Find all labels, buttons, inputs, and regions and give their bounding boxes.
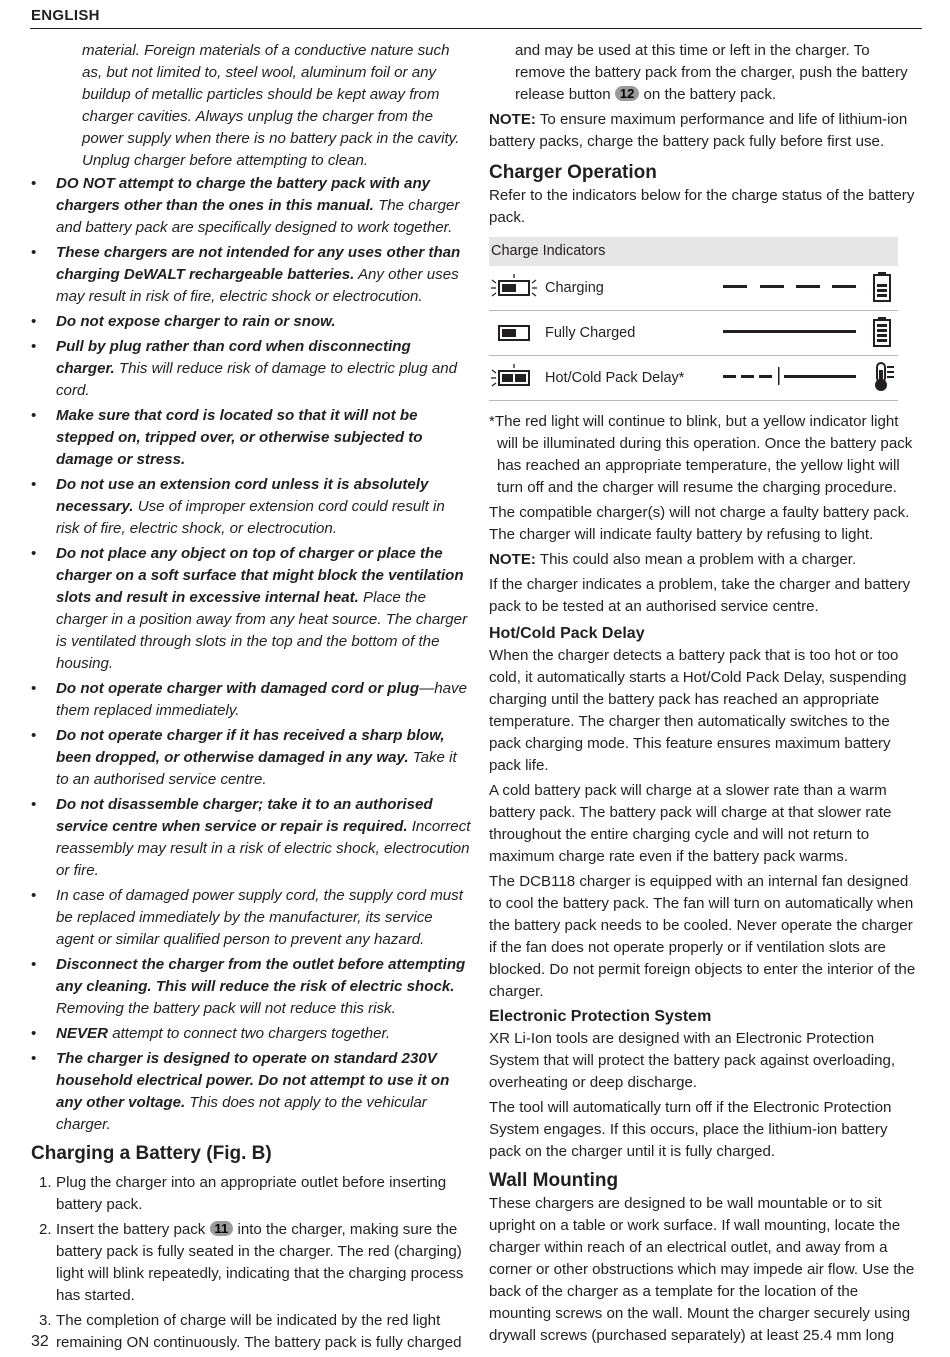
warning-item (31, 1048, 471, 1136)
battery-full-icon (873, 317, 891, 347)
warning-detail-text: attempt to connect two chargers together. (108, 1025, 391, 1042)
warning-bold-text: Make sure that cord is located so that it will not be stepped on, tripped over, or otherwise subjected to damage or stress. (56, 407, 423, 468)
warning-item (31, 725, 471, 791)
bullet-mark: • (31, 796, 37, 813)
eps-paragraph-1: XR Li-Ion tools are designed with an Electronic Protection System that will protect the battery pack against overloading, overheating or deep discharge. (489, 1030, 896, 1091)
warning-item (31, 474, 471, 540)
warning-detail-text: —have them replaced immediately. (56, 680, 467, 719)
charging-step (31, 1219, 471, 1307)
wall-mounting-heading: Wall Mounting (489, 1170, 619, 1191)
warning-detail-text: Place the charger in a position away from any heat source. The charger is ventilated through slots in the top and the bottom of the housing. (56, 589, 468, 672)
bullet-mark: • (31, 545, 37, 562)
bullet-mark: • (31, 476, 37, 493)
page-number: 32 (31, 1333, 49, 1350)
right-column (489, 36, 923, 1350)
table-row-hot-cold-delay (489, 356, 898, 401)
warning-detail-text: In case of damaged power supply cord, the supply cord must be replaced immediately by the manufacturer, its service agent or similar qualified person to prevent any hazard. (56, 887, 463, 948)
step-number: 3. (39, 1312, 52, 1329)
warning-item (31, 311, 471, 333)
warning-item (31, 242, 471, 308)
hot-cold-footnote: *The red light will continue to blink, but a yellow indicator light will be illuminated during this operation. Once the battery pack has reached an appropriate temperature, the yellow light will turn off and the charger will resume the charging procedure. (489, 413, 913, 496)
charging-heading: Charging a Battery (Fig. B) (31, 1143, 272, 1164)
blinking-pattern-icon (723, 276, 858, 296)
header-divider (30, 28, 922, 29)
warning-bold-text: Do not use an extension cord unless it is absolutely necessary. (56, 476, 429, 515)
warning-bold-text: These chargers are not intended for any uses other than charging DeWALT rechargeable batteries. (56, 244, 461, 283)
delay-paragraph-3: The DCB118 charger is equipped with an internal fan designed to cool the battery pack. The fan will turn on automatically when the battery pack needs to be cooled. Never operate the charger if the fan does not operate properly or if ventilation slots are blocked. Do not permit foreign objects to enter the interior of the charger. (489, 873, 916, 1000)
bullet-mark: • (31, 175, 37, 192)
charger-operation-heading: Charger Operation (489, 162, 657, 183)
row-label-fully-charged: Fully Charged (545, 325, 636, 341)
charge-indicators-table (489, 237, 898, 401)
indicator-solid-icon (491, 319, 537, 347)
step-number: 2. (39, 1221, 52, 1238)
warning-bold-text: Disconnect the charger from the outlet before attempting any cleaning. This will reduce the risk of electric shock. (56, 956, 466, 995)
delay-paragraph-2: A cold battery pack will charge at a slower rate than a warm battery pack. The battery pack will charge at that slower rate throughout the entire charging cycle and will not return to maximum charge rate even if the battery pack warms. (489, 782, 892, 865)
warning-item (31, 405, 471, 471)
wall-paragraph-1: These chargers are designed to be wall mountable or to sit upright on a table or work surface. If wall mounting, locate the charger within reach of an electrical outlet, and away from a corner or other obstructions which may impede air flow. Use the back of the charger as a template for the location of the mounting screws on the wall. Mount the charger securely using drywall screws (purchased separately) at least 25.4 mm long (489, 1195, 915, 1344)
warning-bold-text: Do not place any object on top of charger or place the charger on a soft surface that might block the ventilation slots and result in excessive internal heat. (56, 545, 464, 606)
callout-11: 11 (210, 1221, 234, 1236)
note-first-use: NOTE: To ensure maximum performance and life of lithium-ion battery packs, charge the battery pack fully before first use. (489, 111, 908, 150)
warning-item (31, 954, 471, 1020)
charging-steps-list (31, 1172, 471, 1354)
warning-item (31, 885, 471, 951)
faulty-pack-text: The compatible charger(s) will not charge a faulty battery pack. The charger will indicate faulty battery by refusing to light. (489, 504, 910, 543)
step-text: Insert the battery pack (56, 1221, 210, 1238)
bullet-mark: • (31, 956, 37, 973)
bullet-mark: • (31, 338, 37, 355)
warning-detail-text: This will reduce risk of damage to electric plug and cord. (56, 360, 458, 399)
charging-step (31, 1172, 471, 1216)
step3-continuation: and may be used at this time or left in the charger. To remove the battery pack from the charger, push the battery release button 12 on the battery pack. (515, 42, 908, 103)
warning-detail-text: Any other uses may result in risk of fire, electric shock or electrocution. (56, 266, 459, 305)
warning-bold-text: The charger is designed to operate on standard 230V household electrical power. Do not attempt to use it on any other voltage. (56, 1050, 450, 1111)
warning-item (31, 794, 471, 882)
eps-paragraph-2: The tool will automatically turn off if the Electronic Protection System engages. If this occurs, place the lithium-ion battery pack on the charger until it is fully charged. (489, 1099, 892, 1160)
step-text-cont: into the charger, making sure the battery pack is fully seated in the charger. The red (charging) light will blink repeatedly, indicating that the charging process has started. (56, 1221, 464, 1304)
intro-continuation: material. Foreign materials of a conductive nature such as, but not limited to, steel wool, aluminum foil or any buildup of metallic particles should be kept away from charger cavities. Always unplug the charger from the power supply when there is no battery pack in the cavity. Unplug charger before attempting to clean. (82, 42, 460, 169)
row-label-hot-cold: Hot/Cold Pack Delay* (545, 370, 685, 386)
callout-12: 12 (615, 86, 639, 101)
warning-detail-text: Removing the battery pack will not reduce this risk. (56, 1000, 396, 1017)
warning-item (31, 678, 471, 722)
indicator-blinking-icon (491, 274, 537, 302)
solid-pattern-icon (723, 321, 858, 341)
problem-text: If the charger indicates a problem, take the charger and battery pack to be tested at an authorised service centre. (489, 576, 911, 615)
bullet-mark: • (31, 407, 37, 424)
thermometer-icon (873, 362, 899, 392)
bullet-mark: • (31, 1025, 37, 1042)
warning-item (31, 543, 471, 675)
bullet-mark: • (31, 727, 37, 744)
warning-item (31, 1023, 471, 1045)
bullet-mark: • (31, 887, 37, 904)
warning-detail-text: Use of improper extension cord could result in risk of fire, electric shock, or electrocution. (56, 498, 445, 537)
table-row-charging (489, 266, 898, 311)
step-text: The completion of charge will be indicated by the red light remaining ON continuously. The battery pack is fully charged (56, 1312, 462, 1351)
table-header: Charge Indicators (489, 237, 898, 266)
blink-then-solid-pattern-icon (723, 366, 858, 386)
warning-bold-text: Do not operate charger with damaged cord or plug (56, 680, 420, 697)
warning-bold-text: Do not disassemble charger; take it to an authorised service centre when service or repair is required. (56, 796, 433, 835)
warning-bold-text: DO NOT attempt to charge the battery pack with any chargers other than the ones in this manual. (56, 175, 431, 214)
bullet-mark: • (31, 680, 37, 697)
safety-warnings-list (31, 173, 471, 1136)
delay-paragraph-1: When the charger detects a battery pack that is too hot or too cold, it automatically starts a Hot/Cold Pack Delay, suspending charging until the battery pack has reached an appropriate temperature. The charger then automatically switches to the pack charging mode. This feature ensures maximum battery pack life. (489, 647, 907, 774)
warning-item (31, 173, 471, 239)
bullet-mark: • (31, 313, 37, 330)
operation-intro: Refer to the indicators below for the charge status of the battery pack. (489, 187, 915, 226)
warning-detail-text: This does not apply to the vehicular charger. (56, 1094, 427, 1133)
step-number: 1. (39, 1174, 52, 1191)
warning-detail-text: Incorrect reassembly may result in a risk of electric shock, electrocution or fire. (56, 818, 471, 879)
warning-bold-text: NEVER (56, 1025, 109, 1042)
left-column (31, 36, 471, 1357)
charging-step (31, 1310, 471, 1354)
warning-item (31, 336, 471, 402)
hot-cold-delay-heading: Hot/Cold Pack Delay (489, 625, 645, 642)
table-row-fully-charged (489, 311, 898, 356)
warning-detail-text: Take it to an authorised service centre. (56, 749, 457, 788)
warning-bold-text: Pull by plug rather than cord when disconnecting charger. (56, 338, 411, 377)
warning-bold-text: Do not expose charger to rain or snow. (56, 313, 336, 330)
bullet-mark: • (31, 1050, 37, 1067)
language-label: ENGLISH (31, 7, 100, 24)
battery-charging-icon (873, 272, 891, 302)
row-label-charging: Charging (545, 280, 604, 296)
note-charger-problem: NOTE: This could also mean a problem with a charger. (489, 551, 857, 568)
warning-bold-text: Do not operate charger if it has received a sharp blow, been dropped, or otherwise damaged in any way. (56, 727, 445, 766)
warning-detail-text: The charger and battery pack are specifically designed to work together. (56, 197, 460, 236)
step-text: Plug the charger into an appropriate outlet before inserting battery pack. (56, 1174, 447, 1213)
indicator-hot-cold-icon (491, 364, 537, 392)
eps-heading: Electronic Protection System (489, 1008, 712, 1025)
bullet-mark: • (31, 244, 37, 261)
